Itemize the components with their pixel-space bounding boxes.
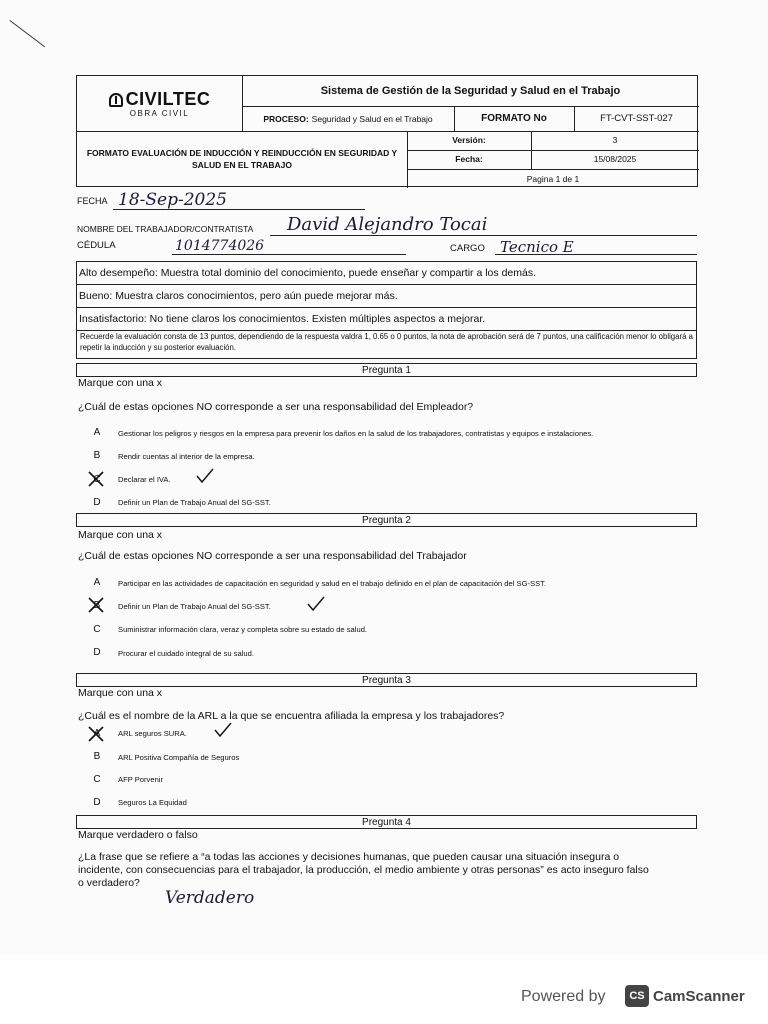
form-title: FORMATO EVALUACIÓN DE INDUCCIÓN Y REINDUCCIÓN EN SEGURIDAD Y SALUD EN EL TRABAJO [86,148,398,170]
header-table [76,75,698,187]
cedula-underline [172,254,406,255]
company-logo: CIVILTEC OBRA CIVIL [77,76,242,131]
q3-option-d-letter[interactable]: D [93,797,101,808]
q1-option-a-text: Gestionar los peligros y riesgos en la empresa para prevenir los daños en la salud de los trabajadores, contratistas y equipos e instalaciones. [118,429,594,438]
checkmark-icon [307,596,325,612]
process-cell: PROCESO: Seguridad y Salud en el Trabajo [263,113,433,124]
cedula-label: CÉDULA [77,240,116,251]
date-label: Fecha: [455,154,483,164]
q1-option-d-letter[interactable]: D [93,497,101,508]
question-2-text: ¿Cuál de estas opciones NO corresponde a ser una responsabilidad del Trabajador [78,550,467,562]
q2-option-c-letter[interactable]: C [93,624,101,635]
q1-option-a-letter[interactable]: A [93,427,101,438]
q1-option-c-letter[interactable]: C [93,474,101,485]
q1-option-b-text: Rendir cuentas al interior de la empresa. [118,452,255,461]
cargo-handwritten: Tecnico E [500,238,574,256]
powered-by-text: Powered by [521,988,606,1005]
q3-option-a-letter[interactable]: A [93,728,101,739]
question-4-instruction: Marque verdadero o falso [78,829,198,841]
q2-option-d-letter[interactable]: D [93,647,101,658]
fecha-handwritten: 18-Sep-2025 [118,190,227,210]
x-mark-icon [86,469,106,489]
helmet-icon [109,93,123,107]
q2-option-a-letter[interactable]: A [93,577,101,588]
q2-option-b-letter[interactable]: B [93,600,101,611]
q3-option-c-text: AFP Porvenir [118,775,164,784]
rating-legend [76,261,697,359]
page-number: Pagina 1 de 1 [526,173,580,184]
q2-option-a-text: Participar en las actividades de capacitación en seguridad y salud en el trabajo definido en el plan de capacitación del SG-SST. [118,579,547,588]
q3-option-c-letter[interactable]: C [93,774,101,785]
cargo-label: CARGO [450,243,485,254]
question-3-bar: Pregunta 3 [76,673,697,687]
question-3-text: ¿Cuál es el nombre de la ARL a la que se encuentra afiliada la empresa y los trabajadores? [78,710,505,722]
version-value: 3 [612,135,618,145]
x-mark-icon [86,595,106,615]
checkmark-icon [214,722,232,738]
q2-option-b-text: Definir un Plan de Trabajo Anual del SG-SST. [118,602,271,611]
legend-good: Bueno: Muestra claros conocimientos, pero aún puede mejorar más. [77,285,696,308]
q3-option-d-text: Seguros La Equidad [118,798,187,807]
q2-option-c-text: Suministrar información clara, veraz y completa sobre su estado de salud. [118,625,368,634]
q1-option-c-text: Declarar el IVA. [118,475,171,484]
version-label: Versión: [452,135,486,145]
q3-option-b-letter[interactable]: B [93,751,101,762]
question-1-bar: Pregunta 1 [76,363,697,377]
question-4-text-line-2: incidente, con consecuencias para el trabajador, la producción, el medio ambiente y otras personas” es acto inseguro falso [78,864,649,876]
q2-option-d-text: Procurar el cuidado integral de su salud. [118,649,254,658]
pen-stroke [9,20,45,47]
format-code: FT-CVT-SST-027 [600,113,673,124]
format-no-label: FORMATO No [481,113,547,124]
question-1-text: ¿Cuál de estas opciones NO corresponde a ser una responsabilidad del Empleador? [78,401,474,413]
worker-handwritten: David Alejandro Tocai [287,214,488,235]
q4-handwritten-answer: Verdadero [165,888,255,908]
checkmark-icon [196,468,214,484]
q3-option-a-text: ARL seguros SURA. [118,729,187,738]
question-2-instruction: Marque con una x [78,529,163,541]
legend-insufficient: Insatisfactorio: No tiene claros los conocimientos. Existen múltiples aspectos a mejorar. [77,308,696,331]
system-title: Sistema de Gestión de la Seguridad y Salud en el Trabajo [320,85,621,97]
camscanner-name: CamScanner [653,988,745,1005]
question-4-bar: Pregunta 4 [76,815,697,829]
q3-option-b-text: ARL Positiva Compañía de Seguros [118,753,240,762]
fecha-label: FECHA [77,196,108,206]
legend-high: Alto desempeño: Muestra total dominio del conocimiento, puede enseñar y compartir a los demás. [77,262,696,285]
worker-underline [270,235,697,236]
cedula-handwritten: 1014774026 [175,238,265,254]
camscanner-logo-icon: CS [625,985,649,1007]
q1-option-b-letter[interactable]: B [93,450,101,461]
question-4-text-line-3: o verdadero? [78,877,140,889]
q1-option-d-text: Definir un Plan de Trabajo Anual del SG-SST. [118,498,271,507]
worker-label: NOMBRE DEL TRABAJADOR/CONTRATISTA [77,224,254,234]
question-2-bar: Pregunta 2 [76,513,697,527]
question-1-instruction: Marque con una x [78,377,163,389]
question-4-text-line-1: ¿La frase que se refiere a “a todas las acciones y decisiones humanas, que pueden causar una situación insegura o [78,851,620,863]
legend-note: Recuerde la evaluación consta de 13 puntos, dependiendo de la respuesta valdra 1, 0.65 o 0 puntos, la nota de aprobación será de 7 puntos, una calificación menor lo obligará a repetir la inducción y su posterior evaluación. [80,332,693,352]
question-3-instruction: Marque con una x [78,687,163,699]
date-value: 15/08/2025 [593,154,637,164]
